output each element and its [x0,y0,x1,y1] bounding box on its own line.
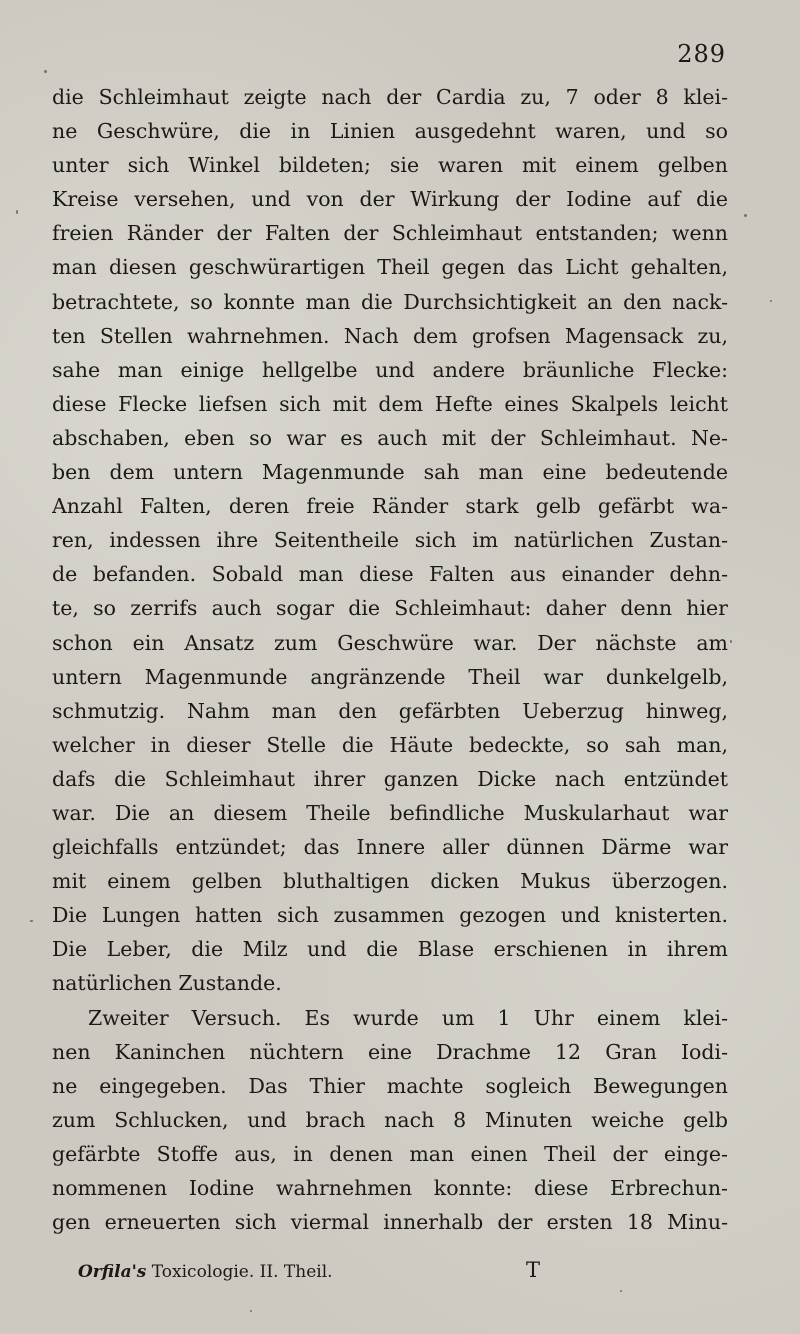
paper-speck [730,640,732,643]
text-line: sahe man einige hellgelbe und andere bräunliche Flecke: [52,357,728,382]
text-line: Anzahl Falten, deren freie Ränder stark gelb gefärbt wa- [52,494,728,519]
text-line: schon ein Ansatz zum Geschwüre war. Der nächste am [52,630,728,655]
paper-speck [16,210,18,214]
paragraph-end-line: natürlichen Zustande. [52,971,282,996]
text-line: gleichfalls entzündet; das Innere aller dünnen Därme war [52,835,728,860]
text-line: untern Magenmunde angränzende Theil war dunkelgelb, [52,664,728,689]
paper-speck [770,300,772,302]
text-line: gefärbte Stoffe aus, in denen man einen Theil der einge- [52,1141,728,1166]
text-line: war. Die an diesem Theile befindliche Muskularhaut war [52,800,728,825]
body-text [52,80,728,1239]
text-line: Die Leber, die Milz und die Blase erschienen in ihrem [52,937,728,962]
paragraph-start-line: Zweiter Versuch. Es wurde um 1 Uhr einem klei- [88,1005,728,1030]
text-line: ten Stellen wahrnehmen. Nach dem grofsen Magensack zu, [52,323,728,348]
text-line: ne eingegeben. Das Thier machte sogleich Bewegungen [52,1073,728,1098]
footer-author: Orfila's [78,1262,147,1282]
paper-speck [744,214,747,217]
page-number: 289 [677,40,726,68]
page-footer [78,1262,598,1282]
text-line: te, so zerrifs auch sogar die Schleimhaut: daher denn hier [52,596,728,621]
text-line: man diesen geschwürartigen Theil gegen das Licht gehalten, [52,255,728,280]
text-line: ben dem untern Magenmunde sah man eine bedeutende [52,460,728,485]
signature-mark: T [526,1258,541,1282]
text-line: ren, indessen ihre Seitentheile sich im natürlichen Zustan- [52,528,728,553]
text-line: de befanden. Sobald man diese Falten aus einander dehn- [52,562,728,587]
footer-title: Toxicologie. II. Theil. [151,1262,333,1282]
text-line: freien Ränder der Falten der Schleimhaut entstanden; wenn [52,221,728,246]
text-line: zum Schlucken, und brach nach 8 Minuten weiche gelb [52,1107,728,1132]
text-line: nommenen Iodine wahrnehmen konnte: diese Erbrechun- [52,1176,728,1200]
text-line: Kreise versehen, und von der Wirkung der Iodine auf die [52,187,728,212]
text-line: ne Geschwüre, die in Linien ausgedehnt waren, und so [52,119,728,144]
paper-speck [250,1310,252,1312]
text-line: dafs die Schleimhaut ihrer ganzen Dicke nach entzündet [52,766,728,791]
text-line: welcher in dieser Stelle die Häute bedeckte, so sah man, [52,732,728,757]
text-line: die Schleimhaut zeigte nach der Cardia zu, 7 oder 8 klei- [52,85,728,109]
text-line: nen Kaninchen nüchtern eine Drachme 12 Gran Iodi- [52,1039,728,1064]
paper-speck [30,920,33,922]
text-line: gen erneuerten sich viermal innerhalb der ersten 18 Minu- [52,1210,728,1235]
paper-speck [620,1290,622,1292]
text-line: schmutzig. Nahm man den gefärbten Ueberzug hinweg, [52,698,728,723]
text-line: betrachtete, so konnte man die Durchsichtigkeit an den nack- [52,289,728,314]
text-line: mit einem gelben bluthaltigen dicken Mukus überzogen. [52,869,728,894]
text-line: unter sich Winkel bildeten; sie waren mit einem gelben [52,153,728,178]
text-line: diese Flecke liefsen sich mit dem Hefte eines Skalpels leicht [52,391,728,416]
text-line: abschaben, eben so war es auch mit der Schleimhaut. Ne- [52,425,728,450]
text-line: Die Lungen hatten sich zusammen gezogen und knisterten. [52,903,728,928]
paper-speck [44,70,47,73]
